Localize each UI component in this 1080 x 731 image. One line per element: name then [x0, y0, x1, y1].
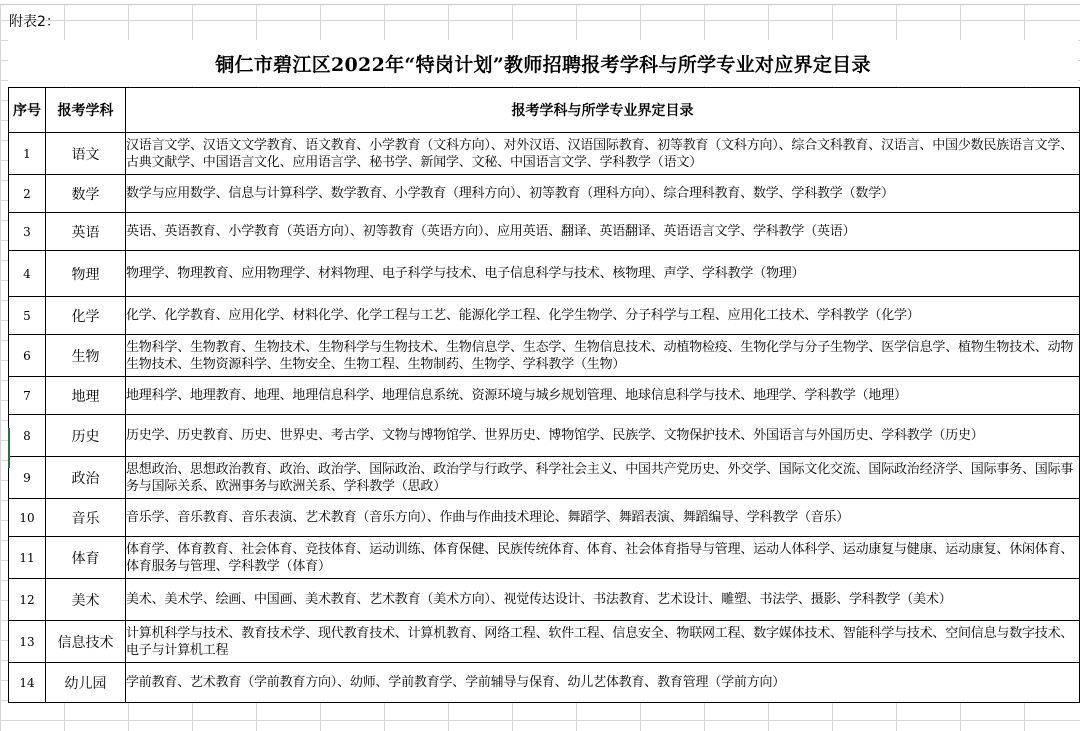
table-row	[9, 415, 1080, 457]
table-row	[9, 297, 1080, 335]
row-index-cell[interactable]: 10	[9, 499, 46, 537]
table-row	[9, 251, 1080, 297]
row-subject-cell[interactable]: 政治	[46, 457, 126, 499]
row-majors-cell[interactable]: 英语、英语教育、小学教育（英语方向）、初等教育（英语方向）、应用英语、翻译、英语翻译、英语语言文学、学科教学（英语）	[126, 213, 1080, 251]
row-index-cell[interactable]: 7	[9, 377, 46, 415]
row-majors-cell[interactable]: 数学与应用数学、信息与计算科学、数学教育、小学教育（理科方向）、初等教育（理科方向）、综合理科教育、数学、学科教学（数学）	[126, 175, 1080, 213]
row-index-cell[interactable]: 9	[9, 457, 46, 499]
table-row	[9, 499, 1080, 537]
row-majors-cell[interactable]: 地理科学、地理教育、地理、地理信息科学、地理信息系统、资源环境与城乡规划管理、地球信息科学与技术、地理学、学科教学（地理）	[126, 377, 1080, 415]
table-row	[9, 335, 1080, 377]
row-subject-cell[interactable]: 生物	[46, 335, 126, 377]
row-index-cell[interactable]: 3	[9, 213, 46, 251]
row-majors-cell[interactable]: 音乐学、音乐教育、音乐表演、艺术教育（音乐方向）、作曲与作曲技术理论、舞蹈学、舞蹈表演、舞蹈编导、学科教学（音乐）	[126, 499, 1080, 537]
header-subject[interactable]: 报考学科	[46, 88, 126, 133]
table-row	[9, 133, 1080, 175]
row-index-cell[interactable]: 6	[9, 335, 46, 377]
row-majors-cell[interactable]: 历史学、历史教育、历史、世界史、考古学、文物与博物馆学、世界历史、博物馆学、民族学、文物保护技术、外国语言与外国历史、学科教学（历史）	[126, 415, 1080, 457]
row-majors-cell[interactable]: 物理学、物理教育、应用物理学、材料物理、电子科学与技术、电子信息科学与技术、核物理、声学、学科教学（物理）	[126, 251, 1080, 297]
table-row	[9, 621, 1080, 663]
row-subject-cell[interactable]: 化学	[46, 297, 126, 335]
row-majors-cell[interactable]: 美术、美术学、绘画、中国画、美术教育、艺术教育（美术方向）、视觉传达设计、书法教育、艺术设计、雕塑、书法学、摄影、学科教学（美术）	[126, 579, 1080, 621]
row-majors-cell[interactable]: 生物科学、生物教育、生物技术、生物科学与生物技术、生物信息学、生态学、生物信息技术、动植物检疫、生物化学与分子生物学、医学信息学、植物生物技术、动物生物技术、生物资源科学、生物安全、生物工程、生物制药、生物学、学科教学（生物）	[126, 335, 1080, 377]
annex-label[interactable]: 附表2：	[9, 14, 60, 30]
row-majors-cell[interactable]: 学前教育、艺术教育（学前教育方向）、幼师、学前教育学、学前辅导与保育、幼儿艺体教育、教育管理（学前方向）	[126, 663, 1080, 703]
table-row	[9, 537, 1080, 579]
row-majors-cell[interactable]: 体育学、体育教育、社会体育、竞技体育、运动训练、体育保健、民族传统体育、体育、社会体育指导与管理、运动人体科学、运动康复与健康、运动康复、休闲体育、体育服务与管理、学科教学（体育）	[126, 537, 1080, 579]
row-index-cell[interactable]: 11	[9, 537, 46, 579]
table-row	[9, 377, 1080, 415]
document-title: 铜仁市碧江区2022年“特岗计划”教师招聘报考学科与所学专业对应界定目录	[215, 53, 871, 76]
table-row	[9, 175, 1080, 213]
row-majors-cell[interactable]: 计算机科学与技术、教育技术学、现代教育技术、计算机教育、网络工程、软件工程、信息安全、物联网工程、数字媒体技术、智能科学与技术、空间信息与数字技术、电子与计算机工程	[126, 621, 1080, 663]
table-row	[9, 457, 1080, 499]
top-row-strip	[0, 0, 1080, 5]
row-subject-cell[interactable]: 幼儿园	[46, 663, 126, 703]
header-row	[9, 88, 1080, 133]
row-index-cell[interactable]: 8	[9, 415, 46, 457]
row-index-cell[interactable]: 12	[9, 579, 46, 621]
table-row	[9, 213, 1080, 251]
row-subject-cell[interactable]: 英语	[46, 213, 126, 251]
row-subject-cell[interactable]: 语文	[46, 133, 126, 175]
row-subject-cell[interactable]: 历史	[46, 415, 126, 457]
header-index[interactable]: 序号	[9, 88, 46, 133]
majors-table	[8, 87, 1080, 703]
row-subject-cell[interactable]: 美术	[46, 579, 126, 621]
row-subject-cell[interactable]: 物理	[46, 251, 126, 297]
table-row	[9, 579, 1080, 621]
table-row	[9, 663, 1080, 703]
row-index-cell[interactable]: 13	[9, 621, 46, 663]
row-subject-cell[interactable]: 信息技术	[46, 621, 126, 663]
row-index-cell[interactable]: 5	[9, 297, 46, 335]
row-selection-indicator	[8, 428, 10, 468]
header-majors[interactable]: 报考学科与所学专业界定目录	[126, 88, 1080, 133]
row-majors-cell[interactable]: 汉语言文学、汉语文文学教育、语文教育、小学教育（文科方向）、对外汉语、汉语国际教育、初等教育（文科方向）、综合文科教育、汉语言、中国少数民族语言文学、古典文献学、中国语言文化、应用语言学、秘书学、新闻学、文秘、中国语言文学、学科教学（语文）	[126, 133, 1080, 175]
row-index-cell[interactable]: 4	[9, 251, 46, 297]
row-index-cell[interactable]: 1	[9, 133, 46, 175]
row-subject-cell[interactable]: 数学	[46, 175, 126, 213]
row-subject-cell[interactable]: 音乐	[46, 499, 126, 537]
title-cell[interactable]	[8, 40, 1078, 86]
row-majors-cell[interactable]: 化学、化学教育、应用化学、材料化学、化学工程与工艺、能源化学工程、化学生物学、分子科学与工程、应用化工技术、学科教学（化学）	[126, 297, 1080, 335]
row-subject-cell[interactable]: 地理	[46, 377, 126, 415]
row-index-cell[interactable]: 2	[9, 175, 46, 213]
row-index-cell[interactable]: 14	[9, 663, 46, 703]
row-majors-cell[interactable]: 思想政治、思想政治教育、政治、政治学、国际政治、政治学与行政学、科学社会主义、中国共产党历史、外交学、国际文化交流、国际政治经济学、国际事务、国际事务与国际关系、欧洲事务与欧洲关系、学科教学（思政）	[126, 457, 1080, 499]
row-subject-cell[interactable]: 体育	[46, 537, 126, 579]
